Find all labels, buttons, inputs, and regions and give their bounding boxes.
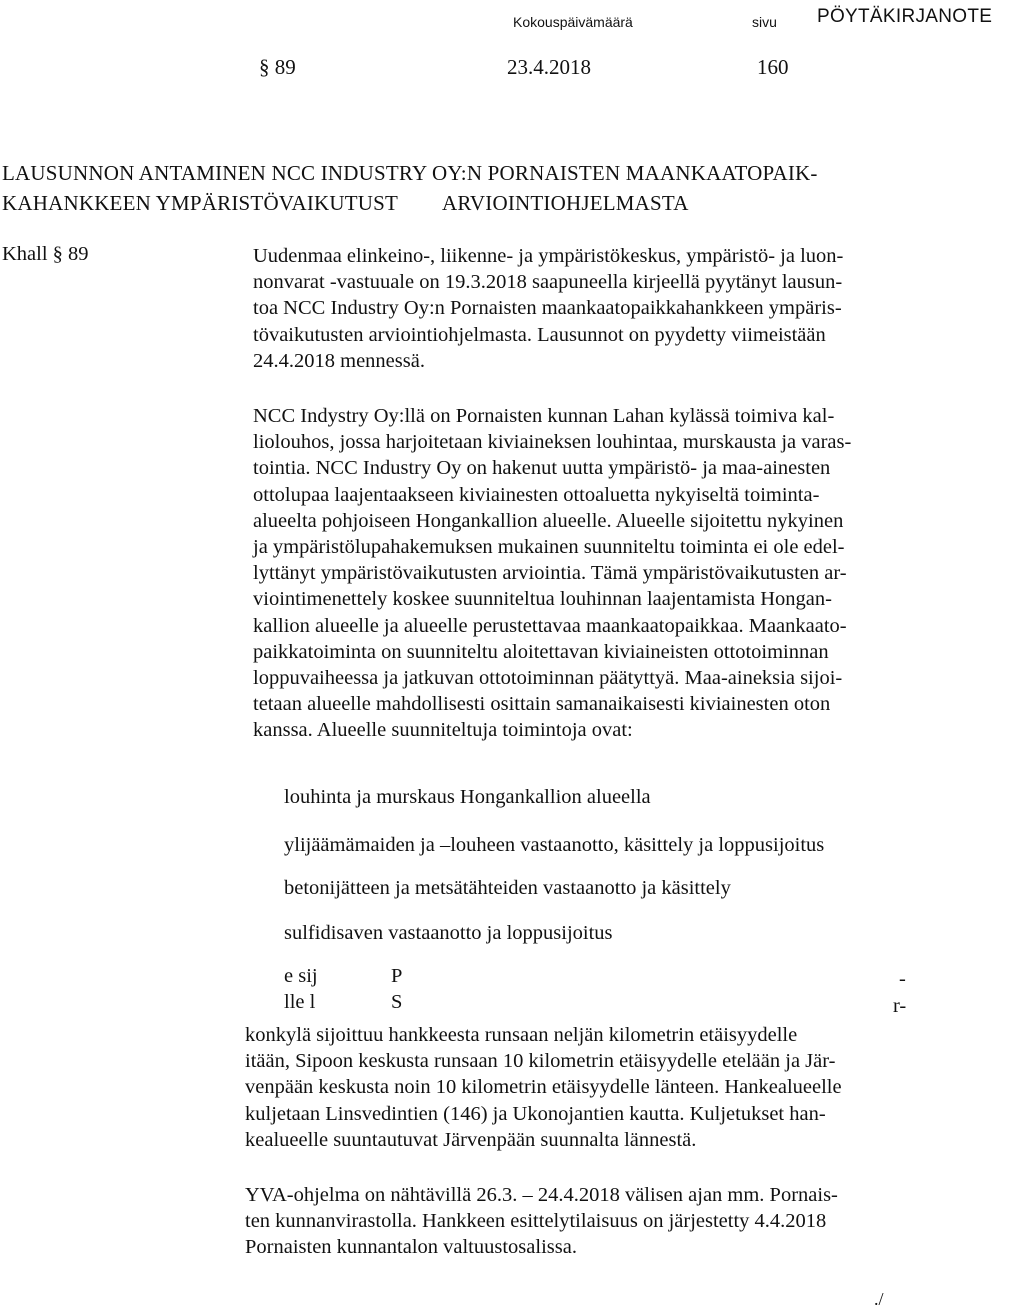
text-line: konkylä sijoittuu hankkeesta runsaan neljän kilometrin etäisyydelle [245,1024,798,1046]
text-line: kanssa. Alueelle suunniteltuja toimintoja ovat: [253,719,633,742]
text-line: nonvarat -vastuuale on 19.3.2018 saapuneella kirjeellä pyytänyt lausun- [253,271,843,294]
page-number: 160 [757,55,789,79]
khall-reference: Khall § 89 [2,243,89,265]
title-line-1: LAUSUNNON ANTAMINEN NCC INDUSTRY OY:N PORNAISTEN MAANKAATOPAIK- [2,161,818,185]
fragment-text: P [391,965,403,987]
text-line: kealueelle suuntautuvat Järvenpään suunnalta lännestä. [245,1128,697,1151]
section-number: § 89 [259,55,296,79]
text-line: liolouhos, jossa harjoitetaan kiviaineksen louhintaa, murskausta ja varas- [253,431,852,454]
text-line: Pornaisten kunnantalon valtuustosalissa. [245,1236,577,1259]
text-line: tövaikutusten arviointiohjelmasta. Lausunnot on pyydetty viimeistään [253,323,826,346]
text-line: ja ympäristölupahakemuksen mukainen suunniteltu toiminta ei ole edel- [253,536,845,559]
text-line: viointimenettely koskee suunniteltua louhinnan laajentamista Hongan- [253,588,832,611]
activity-item: betonijätteen ja metsätähteiden vastaanotto ja käsittely [284,877,731,899]
text-line: 24.4.2018 mennessä. [253,349,425,372]
activity-item: ylijäämämaiden ja –louheen vastaanotto, käsittely ja loppusijoitus [284,834,825,856]
page-label: sivu [752,14,777,30]
text-line: kuljetaan Linsvedintien (146) ja Ukonojantien kautta. Kuljetukset han- [245,1102,826,1125]
fragment-text: lle l [284,991,316,1013]
paragraph-request [253,243,998,374]
title-line-2-end: ARVIOINTIOHJELMASTA [442,191,689,215]
paragraph-project-description [253,403,998,744]
text-line: YVA-ohjelma on nähtävillä 26.3. – 24.4.2018 välisen ajan mm. Pornais- [245,1184,838,1206]
text-line: alueelta pohjoiseen Hongankallion alueelle. Alueelle sijoitettu nykyinen [253,509,844,532]
paragraph-location [245,1022,990,1153]
meeting-date-label: Kokouspäivämäärä [513,14,633,30]
activity-item: sulfidisaven vastaanotto ja loppusijoitus [284,922,613,944]
fragment-text: e sij [284,965,318,987]
text-line: toa NCC Industry Oy:n Pornaisten maankaatopaikkahankkeen ympäris- [253,297,842,320]
text-line: tetaan alueelle mahdollisesti osittain samanaikaisesti kiviainesten oton [253,693,831,716]
activity-item: louhinta ja murskaus Hongankallion alueella [284,786,651,808]
fragment-text: S [391,991,403,1013]
fragment-text: - [899,968,906,990]
fragment-text: r- [893,995,907,1017]
text-line: ottolupaa laajentaakseen kiviainesten ottoaluetta nykyiseltä toiminta- [253,483,820,506]
text-line: tointia. NCC Industry Oy on hakenut uutta ympäristö- ja maa-ainesten [253,457,831,480]
continuation-mark: ./ [874,1289,884,1309]
text-line: NCC Indystry Oy:llä on Pornaisten kunnan Lahan kylässä toimiva kal- [253,405,835,427]
text-line: loppuvaiheessa ja jatkuvan ottotoiminnan päätyttyä. Maa-aineksia sijoi- [253,667,843,690]
text-line: Uudenmaa elinkeino-, liikenne- ja ympäristökeskus, ympäristö- ja luon- [253,245,844,267]
text-line: kallion alueelle ja alueelle perustettavaa maankaatopaikkaa. Maankaato- [253,614,847,637]
text-line: venpään keskusta noin 10 kilometrin etäisyydelle länteen. Hankealueelle [245,1076,842,1099]
text-line: paikkatoiminta on suunniteltu aloitettavan kiviaineisten ottotoiminnan [253,640,829,663]
document-type: PÖYTÄKIRJANOTE [817,6,993,27]
title-line-2-start: KAHANKKEEN YMPÄRISTÖVAIKUTUST [2,191,399,215]
meeting-date: 23.4.2018 [507,55,591,79]
text-line: itään, Sipoon keskusta runsaan 10 kilometrin etäisyydelle etelään ja Jär- [245,1050,836,1073]
text-line: lyttänyt ympäristövaikutusten arviointia. Tämä ympäristövaikutusten ar- [253,562,847,585]
paragraph-yva-availability [245,1182,990,1261]
text-line: ten kunnanvirastolla. Hankkeen esittelytilaisuus on järjestetty 4.4.2018 [245,1210,827,1233]
